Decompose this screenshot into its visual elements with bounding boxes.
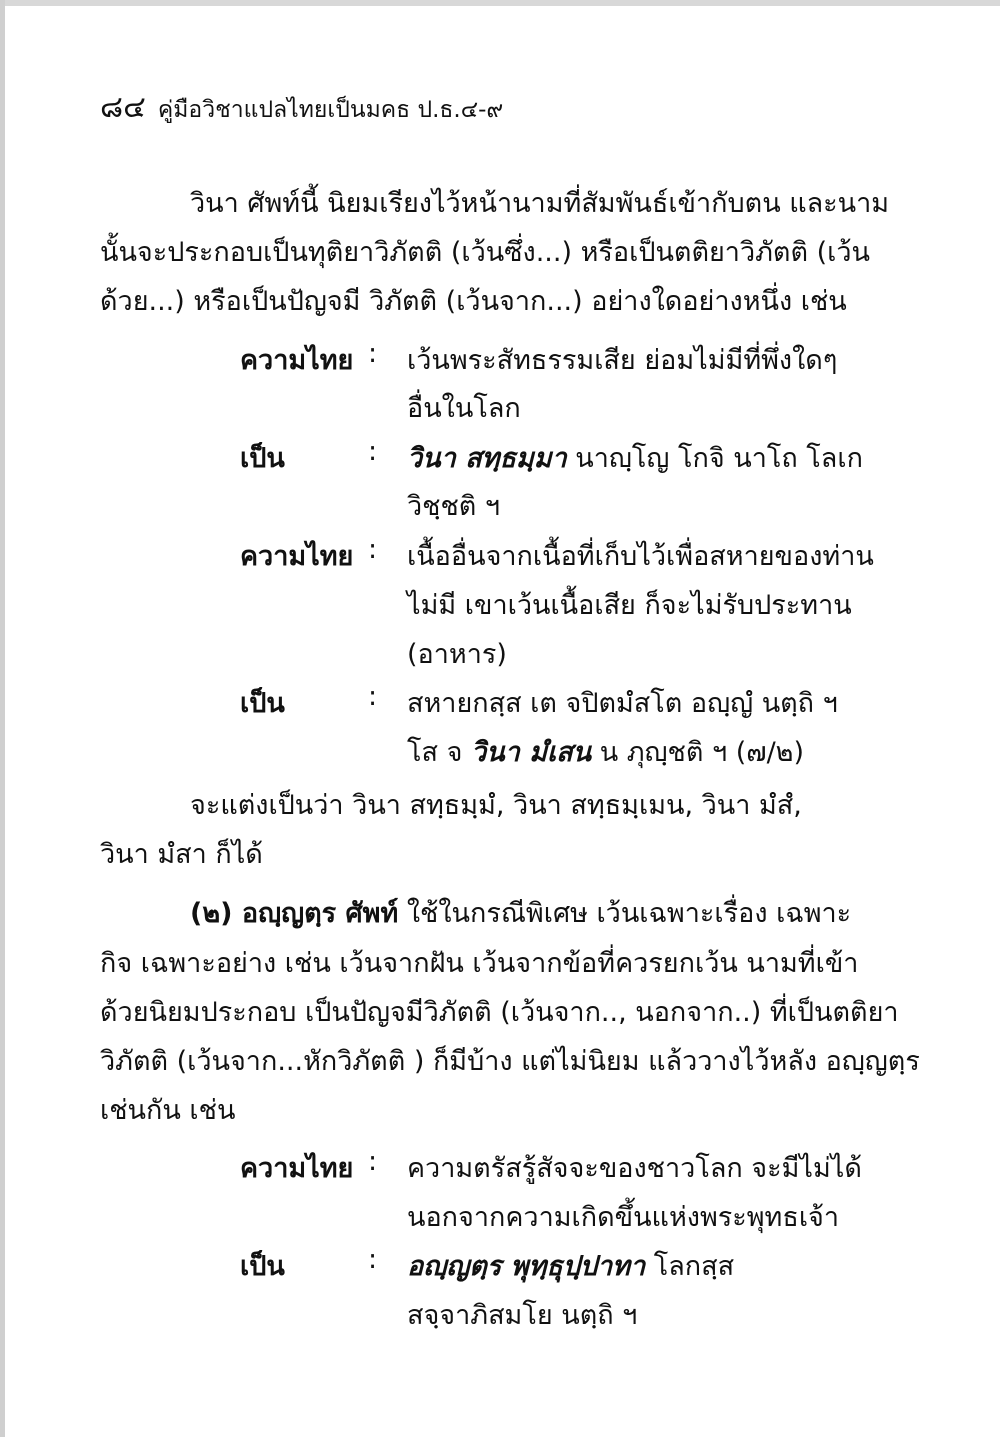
ex3-pali-line2: สจฺจาภิสมโย นตฺถิ ฯ — [407, 1300, 638, 1331]
ex1-pali-bold: วินา สทฺธมฺมา — [407, 443, 567, 474]
ex3-thai-line1: ความตรัสรู้สัจจะของชาวโลก จะมีไม่ได้ — [407, 1153, 862, 1184]
running-header — [100, 84, 503, 131]
ex3-thai-line2: นอกจากความเกิดขึ้นแห่งพระพุทธเจ้า — [407, 1202, 840, 1233]
section-heading: (๒) อญฺญตฺร ศัพท์ — [190, 898, 399, 929]
page-edge-top — [0, 0, 1000, 6]
para1-line2: นั้นจะประกอบเป็นทุติยาวิภัตติ (เว้นซึ่ง...) หรือเป็นตติยาวิภัตติ (เว้น — [100, 237, 870, 268]
ex1-thai-line1: เว้นพระสัทธรรมเสีย ย่อมไม่มีที่พึ่งใดๆ — [407, 345, 838, 376]
para3-line4: วิภัตติ (เว้นจาก...หักวิภัตติ ) ก็มีบ้าง แต่ไม่นิยม แล้ววางไว้หลัง อญฺญตฺร — [100, 1046, 920, 1077]
thai-label: ความไทย — [240, 541, 354, 572]
ex2-thai-line3: (อาหาร) — [407, 639, 507, 670]
ex2-pali-line1: สหายกสฺส เต จปิตมํสโต อญฺญํ นตฺถิ ฯ — [407, 688, 838, 719]
ex1-pali-line1 — [407, 436, 863, 479]
ex2-pali-pre: โส จ — [407, 737, 471, 768]
ex1-thai-line2: อื่นในโลก — [407, 393, 521, 424]
ex3-pali-bold: อญฺญตฺร พุทฺธุปฺปาทา — [407, 1251, 646, 1282]
colon: : — [368, 338, 378, 369]
thai-label: ความไทย — [240, 345, 354, 376]
para3-line2: กิจ เฉพาะอย่าง เช่น เว้นจากฝัน เว้นจากข้อที่ควรยกเว้น นามที่เข้า — [100, 948, 859, 979]
ex2-pali-post: น ภุญฺชติ ฯ (๗/๒) — [591, 737, 805, 768]
pali-label: เป็น — [240, 443, 285, 474]
page-edge-left — [0, 0, 5, 1437]
colon: : — [368, 681, 378, 712]
para3-line1 — [190, 900, 851, 927]
ex1-pali-rest: นาญฺโญ โกจิ นาโถ โลเก — [566, 443, 863, 474]
book-title: คู่มือวิชาแปลไทยเป็นมคธ ป.ธ.๔-๙ — [157, 97, 504, 123]
ex3-pali-line1 — [407, 1244, 734, 1287]
colon: : — [368, 1146, 378, 1177]
para3-line5: เช่นกัน เช่น — [100, 1095, 236, 1126]
ex2-pali-bold: วินา มํเสน — [470, 737, 592, 768]
para3-line1-rest: ใช้ในกรณีพิเศษ เว้นเฉพาะเรื่อง เฉพาะ — [398, 898, 852, 929]
ex3-pali-rest: โลกสฺส — [645, 1251, 735, 1282]
pali-label: เป็น — [240, 1251, 285, 1282]
ex1-pali-line2: วิชฺชติ ฯ — [407, 491, 501, 522]
ex2-pali-line2 — [407, 730, 804, 773]
colon: : — [368, 1244, 378, 1275]
pali-label: เป็น — [240, 688, 285, 719]
page-number: ๘๔ — [100, 90, 146, 125]
para2-line1: จะแต่งเป็นว่า วินา สทฺธมฺมํ, วินา สทฺธมฺเมน, วินา มํสํ, — [190, 790, 802, 821]
ex2-thai-line2: ไม่มี เขาเว้นเนื้อเสีย ก็จะไม่รับประทาน — [407, 590, 852, 621]
thai-label: ความไทย — [240, 1153, 354, 1184]
para3-line3: ด้วยนิยมประกอบ เป็นปัญจมีวิภัตติ (เว้นจาก.., นอกจาก..) ที่เป็นตติยา — [100, 997, 899, 1028]
colon: : — [368, 436, 378, 467]
colon: : — [368, 534, 378, 565]
para1-line1: วินา ศัพท์นี้ นิยมเรียงไว้หน้านามที่สัมพันธ์เข้ากับตน และนาม — [190, 188, 890, 219]
ex2-thai-line1: เนื้ออื่นจากเนื้อที่เก็บไว้เพื่อสหายของท่าน — [407, 541, 874, 572]
para2-line2: วินา มํสา ก็ได้ — [100, 839, 263, 870]
para1-line3: ด้วย...) หรือเป็นปัญจมี วิภัตติ (เว้นจาก...) อย่างใดอย่างหนึ่ง เช่น — [100, 286, 847, 317]
